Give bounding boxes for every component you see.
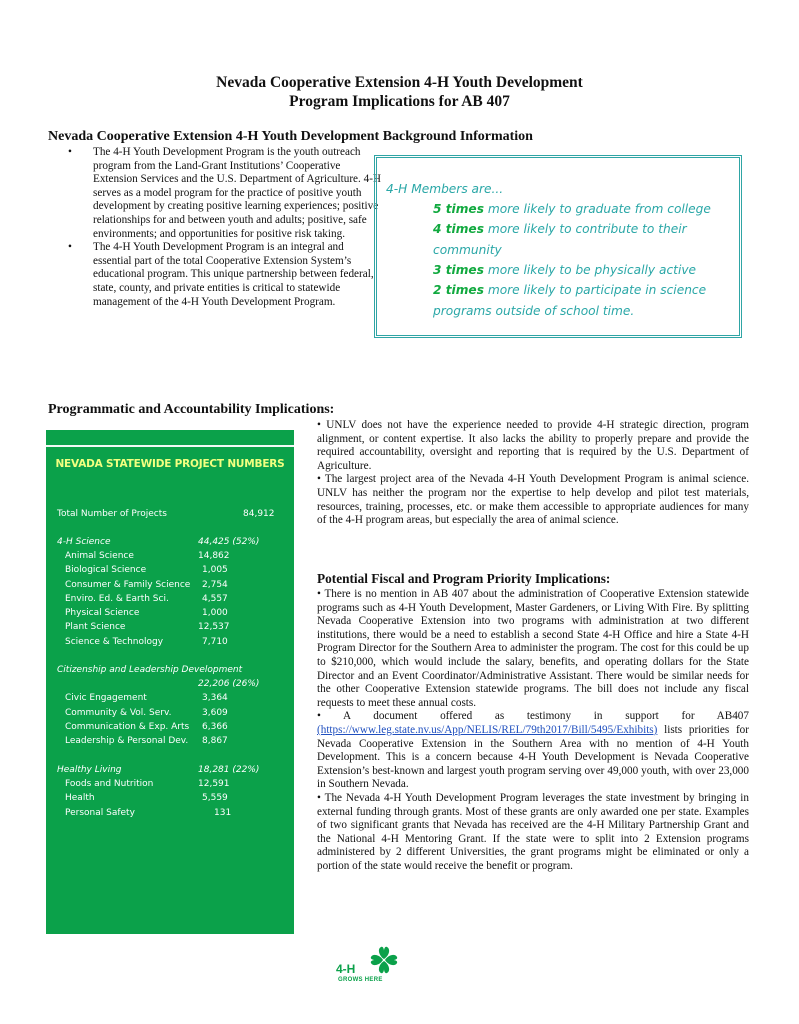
- background-heading: Nevada Cooperative Extension 4-H Youth Development Background Information: [48, 129, 533, 144]
- statewide-project-numbers-panel: NEVADA STATEWIDE PROJECT NUMBERS Total Number of Projects 84,912 4-H Science 44,425 (52%) Animal Science 14,862 Biological Science 1,005 Consumer & Family Science 2,754 Enviro. Ed. & Earth Sci. 4,557 Physical Science 1,000 Plant Science 12,537 Science & Technology 7,710 Citizenship and Leadership Development 22,206 (26%) Civic Engagement 3,364 Community & Vol. Serv. 3,609 Communication & Exp. Arts 6,366 Leadership & Personal Dev. 8,867 Healthy Living 18,281 (22%) Foods and Nutrition 12,591 Health 5,559 Personal Safety 131: [46, 430, 294, 934]
- fiscal-text: [317, 588, 749, 873]
- exhibits-link[interactable]: (https://www.leg.state.nv.us/App/NELIS/REL/79th2017/Bill/5495/Exhibits): [317, 723, 658, 736]
- logo-text: 4-H: [336, 962, 356, 976]
- programmatic-heading: Programmatic and Accountability Implications:: [48, 402, 335, 417]
- fiscal-paragraph: • There is no mention in AB 407 about the administration of Cooperative Extension statewide programs such as 4-H Youth Development, Master Gardeners, or Living With Fire. By splitting Nevada Cooperative Extension into two programs with administration at two different institutions, there would be a need to establish a second State 4-H Office and hire a State 4-H Program Director for the Southern Area to administer the program. The cost for this could be up to $210,000, which would include the salary, benefits, and operating dollars for the State Director and an Event Coordinator/Administrative Assistant. There would be similar needs for the other Cooperative Extension statewide programs. The bill does not include any fiscal requests to meet these annual costs.: [317, 588, 749, 709]
- fiscal-heading: Potential Fiscal and Program Priority Implications:: [317, 571, 611, 586]
- logo-tagline: GROWS HERE: [338, 977, 383, 983]
- bullet-dot-icon: •: [68, 241, 72, 254]
- programmatic-paragraph: • The largest project area of the Nevada 4-H Youth Development Program is animal science. UNLV has neither the program nor the expertise to help develop and pilot test materials, resources, training, processes, etc. or make them accessible to appropriate audiences for many of the 4-H program areas, but especially the area of animal science.: [317, 473, 749, 527]
- fiscal-paragraph: • A document offered as testimony in support for AB407 (https://www.leg.state.nv.us/App/NELIS/REL/79th2017/Bill/5495/Exhibits) lists priorities for Nevada Cooperative Extension in the Southern Area with no mention of 4-H Youth Development. This is a concern because 4-H Youth Development is Nevada Cooperative Extension’s best-known and largest youth program serving over 49,000 youth, with over 23,000 in Southern Nevada.: [317, 710, 749, 791]
- clover-icon: [368, 944, 400, 976]
- background-bullet: • The 4-H Youth Development Program is an integral and essential part of the total Cooperative Extension System’s educational program. This unique partnership between federal, state, county, and private entities is critical to statewide management of the 4-H Youth Development Program.: [68, 241, 374, 308]
- 4h-logo: [336, 944, 400, 986]
- bullet-dot-icon: •: [68, 146, 72, 158]
- title-line-1: Nevada Cooperative Extension 4-H Youth Development: [216, 74, 583, 91]
- title-line-2: Program Implications for AB 407: [289, 93, 510, 110]
- panel-divider: [46, 445, 294, 447]
- callout-stat: 5 times more likely to graduate from college: [433, 202, 711, 216]
- member-stats-callout: [374, 155, 742, 338]
- background-bullet-list: [64, 146, 384, 309]
- background-bullet: • The 4-H Youth Development Program is the youth outreach program from the Land-Grant Institutions’ Cooperative Extension Services and the U.S. Department of Agriculture. 4-H serves as a model program for the practice of positive youth development by creating positive learning experiences; positive relationships for and between youth and adults; positive, safe environments; and opportunities for positive risk taking.: [68, 146, 382, 240]
- programmatic-paragraph: • UNLV does not have the experience needed to provide 4-H strategic direction, program alignment, or content expertise. It also lacks the ability to properly prepare and provide the required accountability, oversight and reporting that is required by the U.S. Department of Agriculture.: [317, 419, 749, 472]
- panel-title: NEVADA STATEWIDE PROJECT NUMBERS: [55, 458, 285, 470]
- callout-stat: 3 times more likely to be physically active: [433, 263, 697, 277]
- document-title: [0, 73, 799, 111]
- callout-heading: 4-H Members are...: [386, 182, 504, 196]
- callout-stat: 4 times more likely to contribute to their community: [433, 222, 687, 257]
- fiscal-paragraph: • The Nevada 4-H Youth Development Program leverages the state investment by bringing in external funding through grants. Most of these grants are only awarded one per state. Examples of two significant grants that Nevada has received are the 4-H Military Partnership Grant and the National 4-H Mentoring Grant. If the state were to split into 2 Extension programs administered by 2 different Universities, the grant programs might be eliminated or only a portion of the state would receive the benefit or program.: [317, 791, 749, 872]
- callout-stat: 2 times more likely to participate in science programs outside of school time.: [433, 283, 707, 318]
- programmatic-text: [317, 419, 749, 528]
